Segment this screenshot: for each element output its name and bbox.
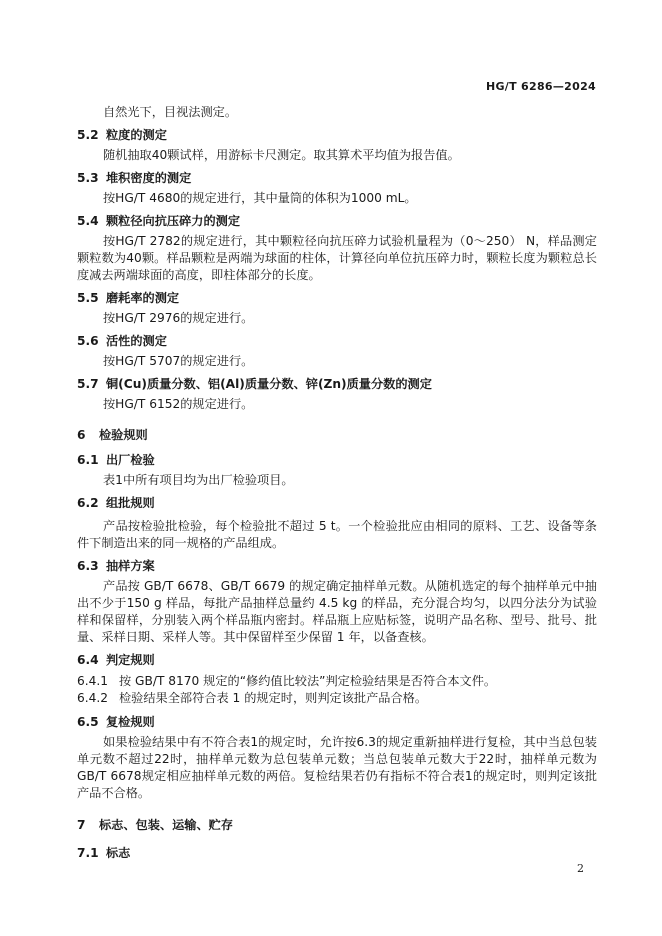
section-number: 6.1 (77, 453, 99, 467)
document-body (77, 104, 597, 862)
section-title: 标志 (106, 846, 131, 860)
section-title: 检验结果全部符合表 1 的规定时，则判定该批产品合格。 (119, 691, 428, 705)
section-number: 7.1 (77, 846, 99, 860)
section-title: 出厂检验 (106, 453, 155, 467)
section-heading (77, 127, 597, 144)
section-title: 判定规则 (106, 653, 155, 667)
section-heading (77, 558, 597, 575)
section-title: 按 GB/T 8170 规定的“修约值比较法”判定检验结果是否符合本文件。 (119, 674, 497, 688)
section-number: 6.4.2 (77, 691, 109, 705)
section-title: 组批规则 (106, 496, 155, 510)
section-number: 5.4 (77, 214, 99, 228)
section-title: 堆积密度的测定 (106, 171, 192, 185)
section-number: 6.4.1 (77, 674, 109, 688)
section-number: 5.7 (77, 377, 99, 391)
body-paragraph: 按HG/T 4680的规定进行，其中量筒的体积为1000 mL。 (103, 191, 417, 205)
clause (77, 690, 597, 707)
section-title: 抽样方案 (106, 559, 155, 573)
section-heading (77, 427, 597, 444)
section-number: 6.2 (77, 496, 99, 510)
page-number: 2 (577, 862, 584, 875)
section-number: 5.2 (77, 128, 99, 142)
section-number: 6.3 (77, 559, 99, 573)
body-paragraph: 按HG/T 2782的规定进行，其中颗粒径向抗压碎力试验机量程为（0～250） N，样品测定颗粒数为40颗。样品颗粒是两端为球面的柱体，计算径向单位抗压碎力时，颗粒长度为颗粒总长度减去两端球面的高度，即柱体部分的长度。 (77, 234, 597, 282)
body-paragraph: 按HG/T 5707的规定进行。 (103, 354, 254, 368)
section-number: 6.5 (77, 715, 99, 729)
body-paragraph: 产品按 GB/T 6678、GB/T 6679 的规定确定抽样单元数。从随机选定的每个抽样单元中抽出不少于150 g 样品，每批产品抽样总量约 4.5 kg 的样品，充分混合均匀，以四分法分为试验样和保留样，分别装入两个样品瓶内密封。样品瓶上应贴标签，说明产品名称、型号、批号、批量、采样日期、采样人等。其中保留样至少保留 1 年，以备查核。 (77, 579, 597, 644)
section-title: 铜(Cu)质量分数、铝(Al)质量分数、锌(Zn)质量分数的测定 (106, 377, 432, 391)
section-heading (77, 376, 597, 393)
section-number: 6 (77, 428, 86, 442)
section-title: 检验规则 (99, 428, 148, 442)
section-number: 5.6 (77, 334, 99, 348)
section-heading (77, 290, 597, 307)
section-title: 粒度的测定 (106, 128, 167, 142)
document-code: HG/T 6286—2024 (485, 80, 596, 93)
body-paragraph: 自然光下，目视法测定。 (103, 105, 238, 119)
body-paragraph: 产品按检验批检验，每个检验批不超过 5 t。一个检验批应由相同的原料、工艺、设备等条件下制造出来的同一规格的产品组成。 (77, 519, 597, 550)
section-heading (77, 452, 597, 469)
section-heading (77, 845, 597, 862)
body-paragraph: 按HG/T 6152的规定进行。 (103, 397, 254, 411)
section-number: 5.3 (77, 171, 99, 185)
section-heading (77, 495, 597, 512)
section-heading (77, 333, 597, 350)
section-title: 磨耗率的测定 (106, 291, 180, 305)
body-paragraph: 随机抽取40颗试样，用游标卡尺测定。取其算术平均值为报告值。 (103, 148, 460, 162)
section-title: 标志、包装、运输、贮存 (99, 818, 234, 832)
body-paragraph: 表1中所有项目均为出厂检验项目。 (103, 473, 294, 487)
section-heading (77, 817, 597, 834)
section-title: 颗粒径向抗压碎力的测定 (106, 214, 241, 228)
section-title: 活性的测定 (106, 334, 167, 348)
section-heading (77, 170, 597, 187)
section-heading (77, 652, 597, 669)
section-title: 复检规则 (106, 715, 155, 729)
section-heading (77, 714, 597, 731)
body-paragraph: 如果检验结果中有不符合表1的规定时，允许按6.3的规定重新抽样进行复检，其中当总包装单元数不超过22时，抽样单元数为总包装单元数；当总包装单元数大于22时，抽样单元数为GB/T 6678规定相应抽样单元数的两倍。复检结果若仍有指标不符合表1的规定时，则判定该批产品不合格。 (77, 735, 597, 800)
section-number: 7 (77, 818, 86, 832)
section-number: 5.5 (77, 291, 99, 305)
section-heading (77, 213, 597, 230)
body-paragraph: 按HG/T 2976的规定进行。 (103, 311, 254, 325)
section-number: 6.4 (77, 653, 99, 667)
clause (77, 673, 597, 690)
